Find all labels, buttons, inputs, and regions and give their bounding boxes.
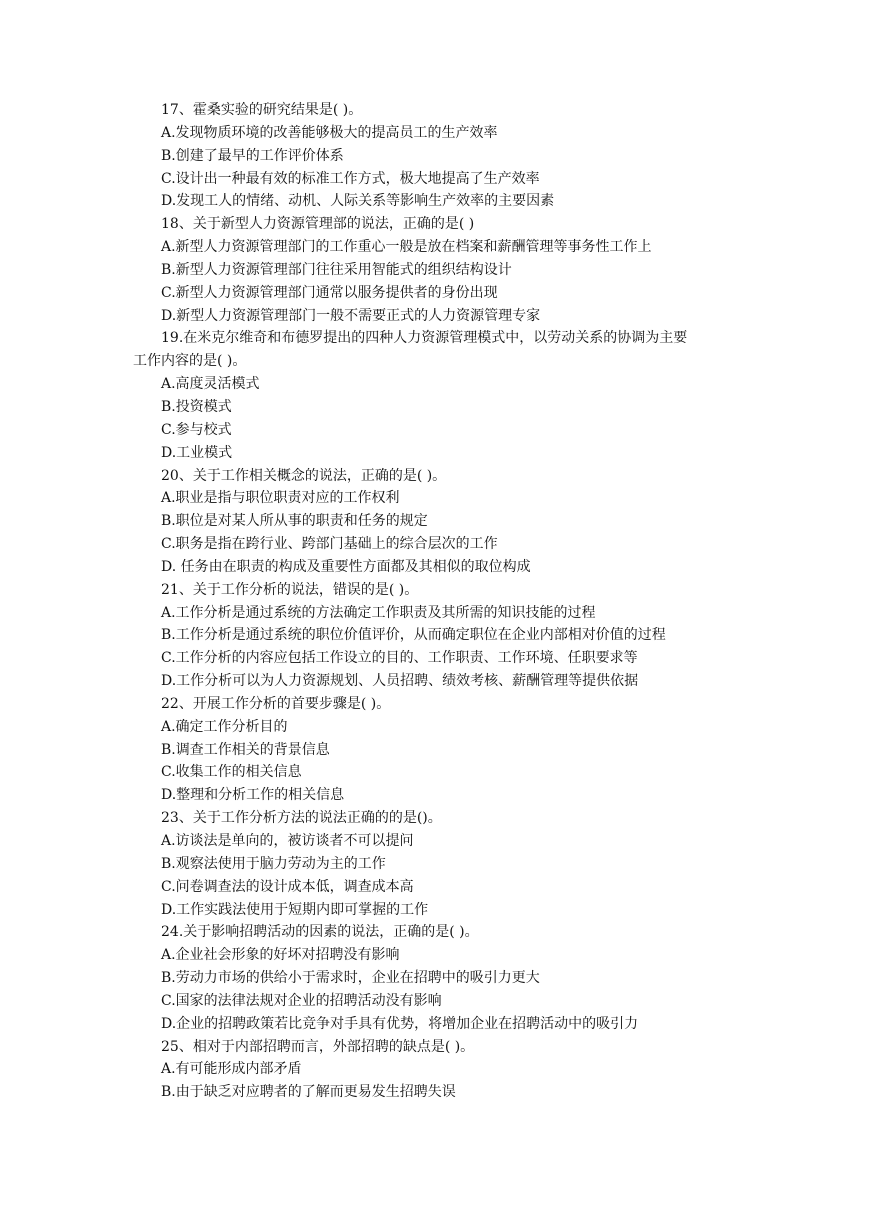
option-a: A.有可能形成内部矛盾 (161, 1061, 302, 1078)
option-c: C.参与校式 (161, 421, 232, 438)
option-d: D.新型人力资源管理部门一般不需要正式的人力资源管理专家 (161, 307, 541, 324)
question-22-stem: 22、开展工作分析的首要步骤是( )。 (161, 695, 391, 712)
option-b: B.劳动力市场的供给小于需求时，企业在招聘中的吸引力更大 (161, 970, 540, 987)
question-19-stem: 19.在米克尔维奇和布德罗提出的四种人力资源管理模式中，以劳动关系的协调为主要 (161, 330, 688, 347)
option-d: D.工作实践法使用于短期内即可掌握的工作 (161, 901, 429, 918)
question-text (0, 99, 869, 1104)
option-d: D.发现工人的情绪、动机、人际关系等影响生产效率的主要因素 (161, 193, 555, 210)
option-c: C.问卷调查法的设计成本低，调查成本高 (161, 878, 414, 895)
option-a: A.访谈法是单向的，被访谈者不可以提问 (161, 833, 414, 849)
question-20-stem: 20、关于工作相关概念的说法，正确的是( )。 (161, 467, 447, 484)
option-d: D.工业模式 (161, 444, 233, 461)
option-b: B.新型人力资源管理部门往往采用智能式的组织结构设计 (161, 261, 512, 278)
question-17-stem: 17、霍桑实验的研究结果是( )。 (161, 102, 363, 118)
option-d: D. 任务由在职责的构成及重要性方面都及其相似的取位构成 (161, 558, 531, 575)
option-a: A.发现物质环境的改善能够极大的提高员工的生产效率 (161, 124, 498, 141)
option-b: B.投资模式 (161, 398, 232, 415)
question-19-stem-continued: 工作内容的是( )。 (133, 353, 247, 370)
option-b: B.职位是对某人所从事的职责和任务的规定 (161, 513, 428, 530)
option-d: D.工作分析可以为人力资源规划、人员招聘、绩效考核、薪酬管理等提供依据 (161, 673, 639, 690)
option-b: B.创建了最早的工作评价体系 (161, 147, 344, 164)
option-b: B.工作分析是通过系统的职位价值评价，从而确定职位在企业内部相对价值的过程 (161, 627, 666, 644)
question-24-stem: 24.关于影响招聘活动的因素的说法，正确的是( )。 (161, 924, 479, 941)
option-a: A.职业是指与职位职责对应的工作权利 (161, 490, 400, 507)
option-b: B.观察法使用于脑力劳动为主的工作 (161, 855, 386, 872)
option-a: A.工作分析是通过系统的方法确定工作职责及其所需的知识技能的过程 (161, 604, 596, 621)
option-c: C.工作分析的内容应包括工作设立的目的、工作职责、工作环境、任职要求等 (161, 650, 638, 667)
option-c: C.设计出一种最有效的标准工作方式，极大地提高了生产效率 (161, 170, 540, 187)
option-b: B.调查工作相关的背景信息 (161, 741, 330, 758)
option-b: B.由于缺乏对应聘者的了解而更易发生招聘失误 (161, 1084, 456, 1101)
option-a: A.企业社会形象的好坏对招聘没有影响 (161, 947, 400, 964)
option-a: A.新型人力资源管理部门的工作重心一般是放在档案和薪酬管理等事务性工作上 (161, 239, 652, 256)
option-d: D.企业的招聘政策若比竞争对手具有优势，将增加企业在招聘活动中的吸引力 (161, 1015, 639, 1032)
option-a: A.确定工作分析目的 (161, 718, 288, 735)
option-c: C.新型人力资源管理部门通常以服务提供者的身份出现 (161, 284, 498, 301)
question-21-stem: 21、关于工作分析的说法，错误的是( )。 (161, 581, 419, 598)
option-c: C.职务是指在跨行业、跨部门基础上的综合层次的工作 (161, 536, 498, 553)
option-a: A.高度灵活模式 (161, 376, 260, 393)
question-18-stem: 18、关于新型人力资源管理部的说法，正确的是( ) (161, 216, 475, 233)
option-c: C.收集工作的相关信息 (161, 764, 302, 781)
option-c: C.国家的法律法规对企业的招聘活动没有影响 (161, 992, 442, 1009)
question-25-stem: 25、相对于内部招聘而言，外部招聘的缺点是( )。 (161, 1038, 475, 1055)
option-d: D.整理和分析工作的相关信息 (161, 787, 345, 804)
question-23-stem: 23、关于工作分析方法的说法正确的的是()。 (161, 810, 442, 827)
